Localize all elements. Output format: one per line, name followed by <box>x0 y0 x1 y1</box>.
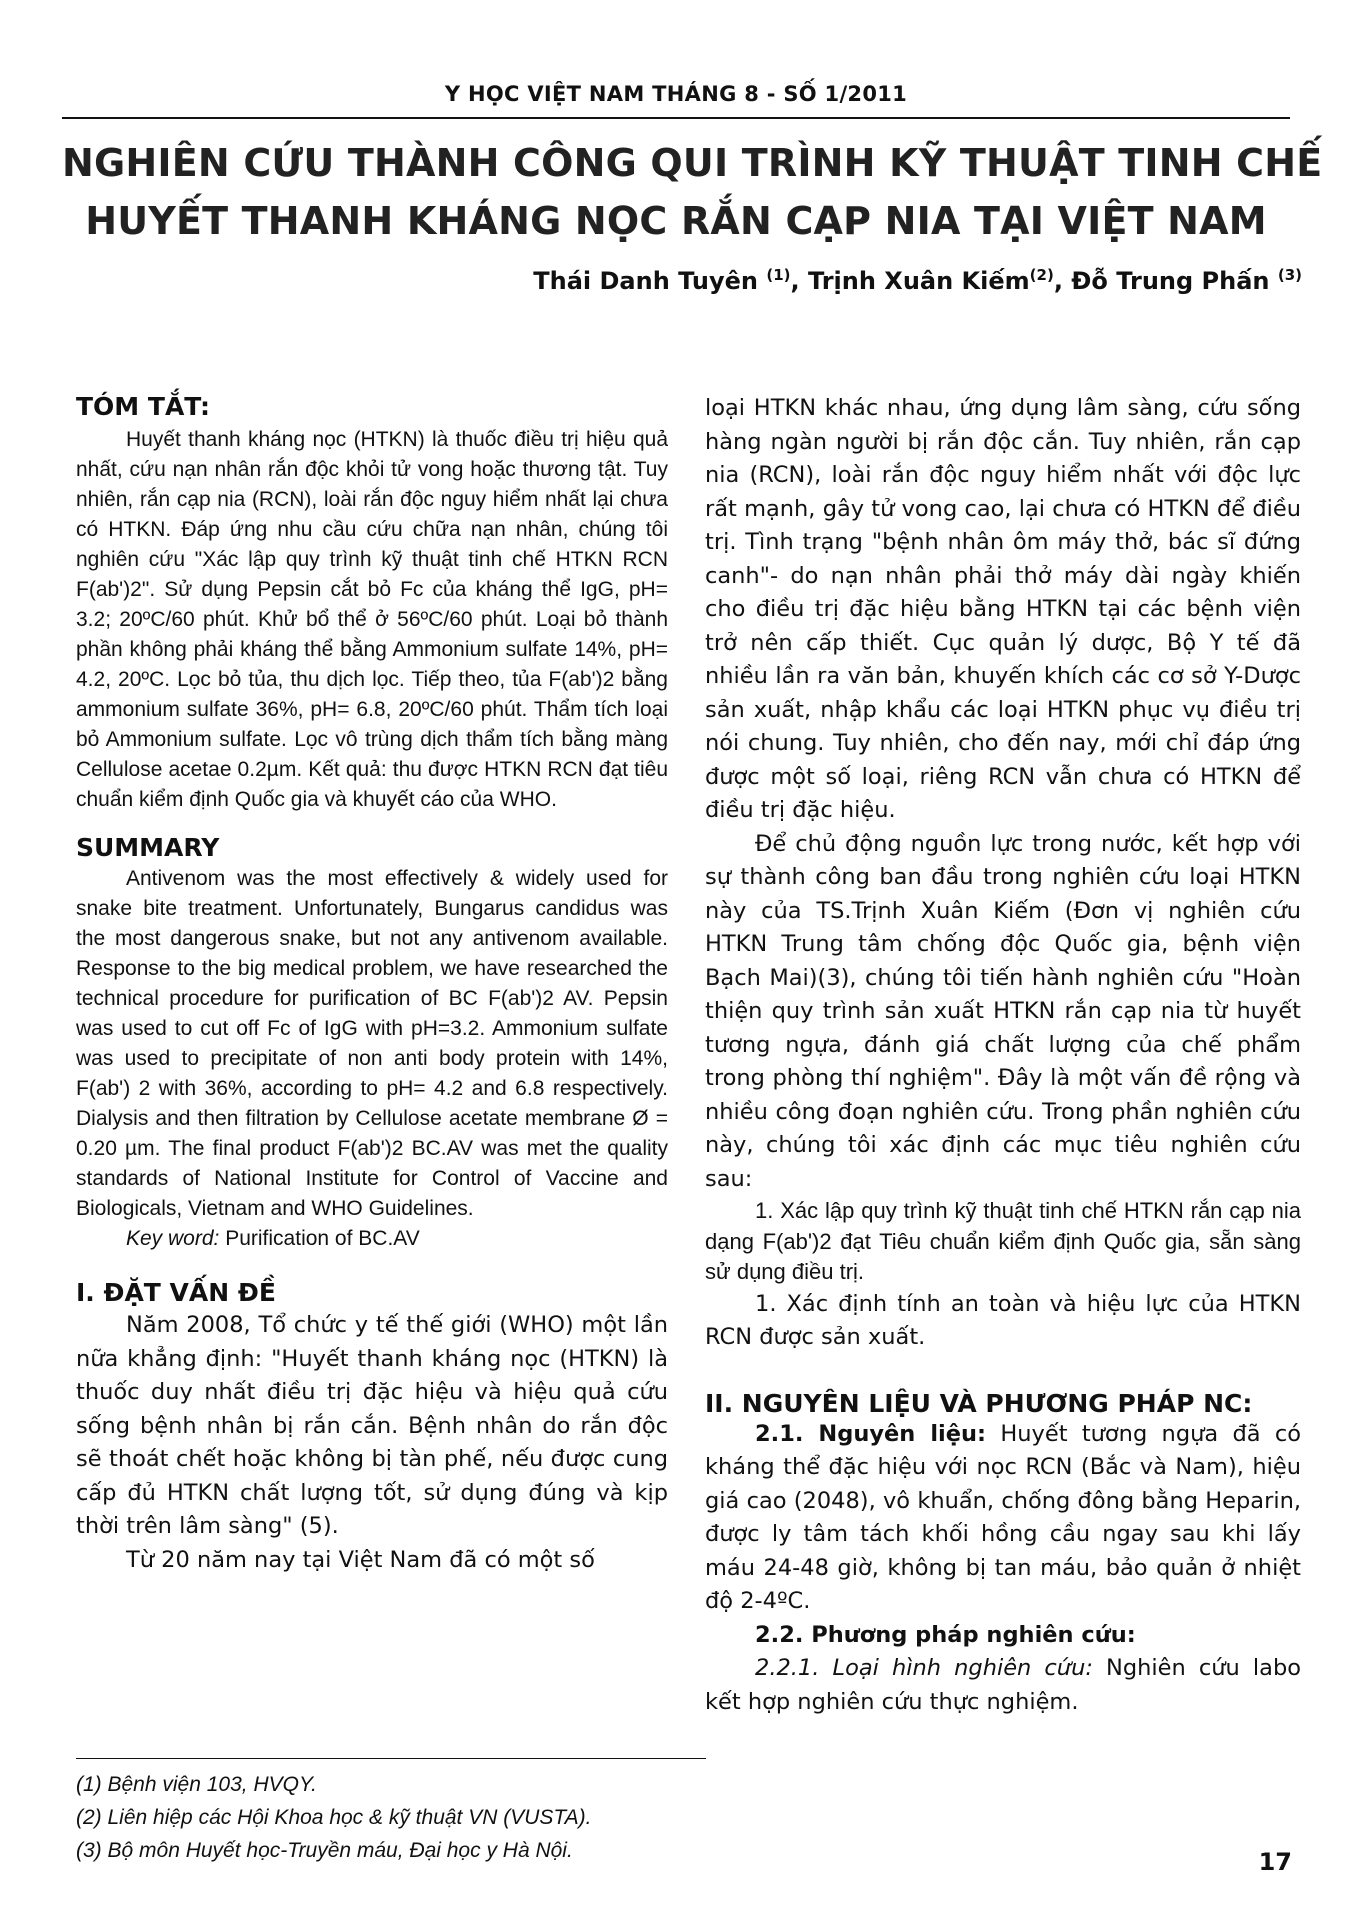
section-1-paragraph-continued: loại HTKN khác nhau, ứng dụng lâm sàng, cứu sống hàng ngàn người bị rắn độc cắn. Tuy nhiên, rắn cạp nia (RCN), loài rắn độc nguy hiểm nhất với độc lực rất mạnh, gây tử vong cao, lại chưa có HTKN để điều trị. Tình trạng "bệnh nhân ôm máy thở, bác sĩ đứng canh"- do nạn nhân phải thở máy dài ngày khiến cho điều trị đặc hiệu bằng HTKN tại các bệnh viện trở nên cấp thiết. Cục quản lý dược, Bộ Y tế đã nhiều lần ra văn bản, khuyến khích các cơ sở Y-Dược sản xuất, nhập khẩu các loại HTKN phục vụ điều trị nói chung. Tuy nhiên, cho đến nay, mới chỉ đáp ứng được một số loại, riêng RCN vẫn chưa có HTKN để điều trị đặc hiệu. <box>705 395 1301 823</box>
footnotes <box>76 1768 776 1867</box>
subsection-text: Huyết tương ngựa đã có kháng thể đặc hiệu với nọc RCN (Bắc và Nam), hiệu giá cao (2048), vô khuẩn, chống đông bằng Heparin, được ly tâm tách khối hồng cầu ngay sau khi lấy máu 24-48 giờ, không bị tan máu, bảo quản ở nhiệt độ 2-4ºC. <box>705 1420 1301 1614</box>
affiliation-mark: (1) <box>766 266 791 284</box>
subsection-label: 2.2. Phương pháp nghiên cứu: <box>755 1621 1136 1648</box>
keyword-label: Key word: <box>126 1227 220 1250</box>
subsection-label: 2.1. Nguyên liệu: <box>755 1420 987 1447</box>
subsection-heading <box>705 1619 1301 1653</box>
author-name: Đỗ Trung Phấn <box>1071 267 1270 295</box>
abstract-text: Huyết thanh kháng nọc (HTKN) là thuốc điều trị hiệu quả nhất, cứu nạn nhân rắn độc khỏi tử vong hoặc thương tật. Tuy nhiên, rắn cạp nia (RCN), loài rắn độc nguy hiểm nhất lại chưa có HTKN. Đáp ứng nhu cầu cứu chữa nạn nhân, chúng tôi nghiên cứu "Xác lập quy trình kỹ thuật tinh chế HTKN RCN F(ab')2". Sử dụng Pepsin cắt bỏ Fc của kháng thể IgG, pH= 3.2; 20ºC/60 phút. Khử bổ thể ở 56ºC/60 phút. Loại bỏ thành phần không phải kháng thể bằng Ammonium sulfate 14%, pH= 4.2, 20ºC. Lọc bỏ tủa, thu dịch lọc. Tiếp theo, tủa F(ab')2 bằng ammonium sulfate 36%, pH= 6.8, 20ºC/60 phút. Thẩm tích loại bỏ Ammonium sulfate. Lọc vô trùng dịch thẩm tích bằng màng Cellulose acetae 0.2µm. Kết quả: thu được HTKN RCN đạt tiêu chuẩn kiểm định Quốc gia và khuyết cáo của WHO. <box>76 428 668 811</box>
left-column <box>76 392 668 1577</box>
footnote-rule <box>76 1758 706 1759</box>
materials-paragraph <box>705 1418 1301 1619</box>
page-number: 17 <box>1258 1848 1292 1876</box>
section-2-heading: II. NGUYÊN LIỆU VÀ PHƯƠNG PHÁP NC: <box>705 1388 1253 1418</box>
summary-heading: SUMMARY <box>76 833 220 862</box>
title-line-1: NGHIÊN CỨU THÀNH CÔNG QUI TRÌNH KỸ THUẬT TINH CHẾ <box>62 141 1323 185</box>
right-column <box>705 392 1301 1719</box>
summary-text: Antivenom was the most effectively & widely used for snake bite treatment. Unfortunately, Bungarus candidus was the most dangerous snake, but not any antivenom available. Response to the big medical problem, we have researched the technical procedure for purification of BC F(ab')2 AV. Pepsin was used to cut off Fc of IgG with pH=3.2. Ammonium sulfate was used to precipitate of non anti body protein with 14%, F(ab') 2 with 36%, according to pH= 4.2 and 6.8 respectively. Dialysis and then filtration by Cellulose acetate membrane Ø = 0.20 µm. The final product F(ab')2 BC.AV was met the quality standards of National Institute for Control of Vaccine and Biologicals, Vietnam and WHO Guidelines. <box>76 867 668 1220</box>
subsection-text: Nghiên cứu labo kết hợp nghiên cứu thực nghiệm. <box>705 1655 1301 1715</box>
affiliation-mark: (3) <box>1277 266 1302 284</box>
title-line-2: HUYẾT THANH KHÁNG NỌC RẮN CẠP NIA TẠI VIỆT NAM <box>85 199 1267 243</box>
footnote-item: (1) Bệnh viện 103, HVQY. <box>76 1773 317 1796</box>
journal-header: Y HỌC VIỆT NAM THÁNG 8 - SỐ 1/2011 <box>444 82 908 106</box>
header-rule <box>62 117 1290 119</box>
objective-item: 1. Xác lập quy trình kỹ thuật tinh chế HTKN rắn cạp nia dạng F(ab')2 đạt Tiêu chuẩn kiểm định Quốc gia, sẵn sàng sử dụng điều trị. <box>705 1198 1301 1284</box>
objective-item: 1. Xác định tính an toàn và hiệu lực của HTKN RCN được sản xuất. <box>705 1290 1301 1350</box>
keyword-value: Purification of BC.AV <box>219 1227 420 1250</box>
subsection-label: 2.2.1. Loại hình nghiên cứu: <box>755 1655 1093 1681</box>
affiliation-mark: (2) <box>1029 266 1054 284</box>
author-name: Thái Danh Tuyên <box>533 267 758 295</box>
footnote-item: (3) Bộ môn Huyết học-Truyền máu, Đại học y Hà Nội. <box>76 1839 573 1862</box>
section-1-paragraph-start: Từ 20 năm nay tại Việt Nam đã có một số <box>126 1546 595 1573</box>
author-name: Trịnh Xuân Kiếm <box>807 267 1030 295</box>
author-list: Thái Danh Tuyên $^{(1)}$, Trịnh Xuân Kiếm$^{(2)}$, Đỗ Trung Phấn $^{(3)}$ <box>533 266 1302 295</box>
study-type-paragraph <box>705 1652 1301 1719</box>
keyword-line <box>76 1224 668 1254</box>
section-1-paragraph: Năm 2008, Tổ chức y tế thế giới (WHO) một lần nữa khẳng định: "Huyết thanh kháng nọc (HTKN) là thuốc duy nhất điều trị đặc hiệu và hiệu quả cứu sống bệnh nhân bị rắn cắn. Bệnh nhân do rắn độc sẽ thoát chết hoặc không bị tàn phế, nếu được cung cấp đủ HTKN chất lượng tốt, sử dụng đúng và kịp thời trên lâm sàng" (5). <box>76 1312 668 1539</box>
article-title <box>62 134 1323 250</box>
section-1-heading: I. ĐẶT VẤN ĐỀ <box>76 1278 276 1307</box>
footnote-item: (2) Liên hiệp các Hội Khoa học & kỹ thuật VN (VUSTA). <box>76 1806 592 1829</box>
abstract-heading: TÓM TẮT: <box>76 392 210 421</box>
section-1-paragraph: Để chủ động nguồn lực trong nước, kết hợp với sự thành công ban đầu trong nghiên cứu loại HTKN này của TS.Trịnh Xuân Kiếm (Đơn vị nghiên cứu HTKN Trung tâm chống độc Quốc gia, bệnh viện Bạch Mai)(3), chúng tôi tiến hành nghiên cứu "Hoàn thiện quy trình sản xuất HTKN rắn cạp nia từ huyết tương ngựa, đánh giá chất lượng của chế phẩm trong phòng thí nghiệm". Đây là một vấn đề rộng và nhiều công đoạn nghiên cứu. Trong phần nghiên cứu này, chúng tôi xác định các mục tiêu nghiên cứu sau: <box>705 830 1301 1192</box>
